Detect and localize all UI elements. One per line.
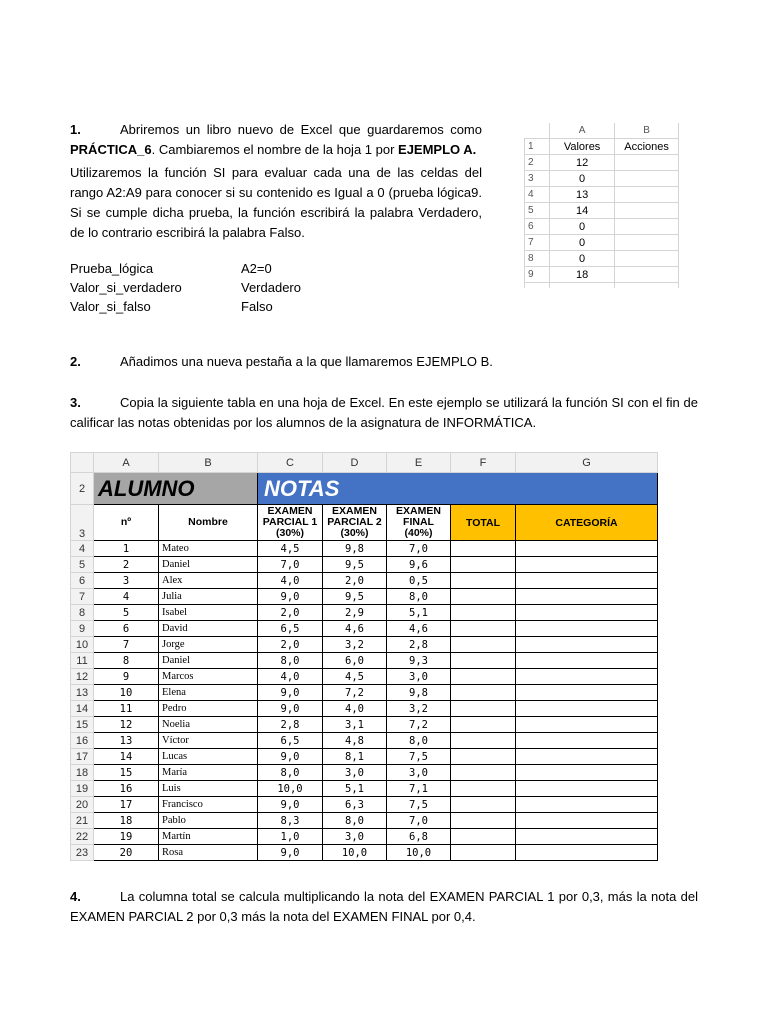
row-header: 2 [71, 473, 94, 505]
cell-valor[interactable]: 12 [549, 155, 614, 171]
arg-value: Falso [241, 299, 273, 314]
step4-paragraph [70, 887, 698, 927]
row-header: 5 [71, 557, 94, 573]
table-row [71, 573, 658, 589]
cell-parcial-1[interactable]: 6,5 [258, 621, 323, 637]
sheet-row [525, 171, 679, 187]
cell-categoria[interactable] [516, 589, 658, 605]
column-header-e: E [387, 453, 451, 473]
cell-parcial-1[interactable]: 4,5 [258, 541, 323, 557]
sheet-row [525, 155, 679, 171]
cell-num[interactable]: 2 [94, 557, 159, 573]
sheet-row [525, 267, 679, 283]
table-row [71, 685, 658, 701]
cell-valor[interactable]: 14 [549, 203, 614, 219]
cell-parcial-2[interactable]: 8,1 [323, 749, 387, 765]
cell-total[interactable] [451, 733, 516, 749]
cell-categoria[interactable] [516, 573, 658, 589]
row-header: 8 [71, 605, 94, 621]
cell-valor[interactable]: 13 [549, 187, 614, 203]
cell-parcial-2[interactable]: 6,3 [323, 797, 387, 813]
cell-accion[interactable]: Acciones [615, 139, 679, 155]
step1-bold-a: PRÁCTICA_6 [70, 142, 152, 157]
cell[interactable] [615, 283, 679, 289]
cell-accion[interactable] [615, 155, 679, 171]
cell-total[interactable] [451, 669, 516, 685]
header-categoria: CATEGORÍA [516, 505, 658, 541]
row-header: 22 [71, 829, 94, 845]
header-final [387, 505, 451, 541]
cell-parcial-2[interactable]: 4,6 [323, 621, 387, 637]
cell-categoria[interactable] [516, 605, 658, 621]
cell-parcial-2[interactable]: 3,2 [323, 637, 387, 653]
step1-text-a: Abriremos un libro nuevo de Excel que guardaremos como [120, 122, 482, 137]
cell-nombre[interactable]: Jorge [159, 637, 258, 653]
cell-total[interactable] [451, 797, 516, 813]
cell-parcial-1[interactable]: 8,0 [258, 765, 323, 781]
cell-accion[interactable] [615, 171, 679, 187]
step1-paragraph [70, 120, 482, 160]
cell-nombre[interactable]: Marcos [159, 669, 258, 685]
cell-num[interactable]: 4 [94, 589, 159, 605]
cell-parcial-1[interactable]: 9,0 [258, 749, 323, 765]
cell-parcial-1[interactable]: 4,0 [258, 573, 323, 589]
cell-nombre[interactable]: Alex [159, 573, 258, 589]
cell-num[interactable]: 20 [94, 845, 159, 861]
row-header: 16 [71, 733, 94, 749]
cell-nombre[interactable]: Isabel [159, 605, 258, 621]
cell-categoria[interactable] [516, 845, 658, 861]
header-line: PARCIAL 1 [262, 516, 318, 528]
cell-parcial-2[interactable]: 8,0 [323, 813, 387, 829]
cell-num[interactable]: 15 [94, 765, 159, 781]
cell-nombre[interactable]: Elena [159, 685, 258, 701]
arg-value: Verdadero [241, 280, 301, 295]
arg-row [70, 259, 370, 278]
cell-num[interactable]: 8 [94, 653, 159, 669]
example-a-sheet [524, 123, 679, 288]
cell-parcial-1[interactable]: 8,0 [258, 653, 323, 669]
cell-num[interactable]: 6 [94, 621, 159, 637]
cell-num[interactable]: 10 [94, 685, 159, 701]
cell-nombre[interactable]: Mateo [159, 541, 258, 557]
row-header: 13 [71, 685, 94, 701]
row-header: 7 [525, 235, 550, 251]
corner-cell [71, 453, 94, 473]
table-row [71, 797, 658, 813]
cell[interactable] [549, 283, 614, 289]
cell-final[interactable]: 7,5 [387, 797, 451, 813]
column-header-g: G [516, 453, 658, 473]
cell-categoria[interactable] [516, 557, 658, 573]
cell-num[interactable]: 3 [94, 573, 159, 589]
arg-row [70, 297, 370, 316]
cell-categoria[interactable] [516, 701, 658, 717]
cell-nombre[interactable]: Pedro [159, 701, 258, 717]
cell-final[interactable]: 7,0 [387, 541, 451, 557]
row-header: 5 [525, 203, 550, 219]
cell-total[interactable] [451, 557, 516, 573]
cell-final[interactable]: 3,2 [387, 701, 451, 717]
cell-final[interactable]: 3,0 [387, 669, 451, 685]
table-row [71, 557, 658, 573]
cell-parcial-2[interactable]: 3,0 [323, 765, 387, 781]
cell-total[interactable] [451, 637, 516, 653]
header-num: nº [94, 505, 159, 541]
cell-parcial-1[interactable]: 9,0 [258, 797, 323, 813]
cell-final[interactable]: 7,1 [387, 781, 451, 797]
column-header-b: B [615, 123, 679, 139]
cell-final[interactable]: 5,1 [387, 605, 451, 621]
header-line: PARCIAL 2 [327, 516, 382, 528]
cell-categoria[interactable] [516, 637, 658, 653]
table-row [71, 605, 658, 621]
row-header: 3 [71, 505, 94, 541]
header-total: TOTAL [451, 505, 516, 541]
sheet-row [525, 139, 679, 155]
arg-name: Valor_si_falso [70, 299, 151, 314]
cell-parcial-2[interactable]: 5,1 [323, 781, 387, 797]
column-header-a: A [549, 123, 614, 139]
cell-categoria[interactable] [516, 717, 658, 733]
cell-num[interactable]: 9 [94, 669, 159, 685]
cell-final[interactable]: 8,0 [387, 589, 451, 605]
row-header: 18 [71, 765, 94, 781]
cell-num[interactable]: 11 [94, 701, 159, 717]
row-header: 6 [71, 573, 94, 589]
cell-total[interactable] [451, 765, 516, 781]
cell-parcial-2[interactable]: 7,2 [323, 685, 387, 701]
example-b-sheet [70, 452, 658, 861]
row-header: 17 [71, 749, 94, 765]
cell-valor[interactable]: 0 [549, 251, 614, 267]
cell-parcial-1[interactable]: 9,0 [258, 589, 323, 605]
header-nombre: Nombre [159, 505, 258, 541]
row-header: 15 [71, 717, 94, 733]
cell-num[interactable]: 17 [94, 797, 159, 813]
row-header: 2 [525, 155, 550, 171]
cell-total[interactable] [451, 749, 516, 765]
step3-paragraph [70, 393, 698, 433]
table-row [71, 621, 658, 637]
table-row [71, 845, 658, 861]
table-row [71, 541, 658, 557]
cell-final[interactable]: 6,8 [387, 829, 451, 845]
cell-final[interactable]: 7,0 [387, 813, 451, 829]
cell-total[interactable] [451, 701, 516, 717]
row-header: 9 [71, 621, 94, 637]
cell-parcial-1[interactable]: 8,3 [258, 813, 323, 829]
cell-parcial-2[interactable]: 2,9 [323, 605, 387, 621]
cell-final[interactable]: 9,3 [387, 653, 451, 669]
cell-valor[interactable]: Valores [549, 139, 614, 155]
cell-valor[interactable]: 0 [549, 171, 614, 187]
table-row [71, 765, 658, 781]
cell-parcial-1[interactable]: 4,0 [258, 669, 323, 685]
cell-categoria[interactable] [516, 749, 658, 765]
row-header: 21 [71, 813, 94, 829]
row-header: 20 [71, 797, 94, 813]
cell-parcial-2[interactable]: 9,8 [323, 541, 387, 557]
cell-valor[interactable]: 0 [549, 235, 614, 251]
cell-parcial-2[interactable]: 3,1 [323, 717, 387, 733]
cell-num[interactable]: 7 [94, 637, 159, 653]
step1-number: 1. [70, 122, 81, 137]
column-header-a: A [94, 453, 159, 473]
header-line: FINAL [403, 516, 434, 528]
cell-categoria[interactable] [516, 797, 658, 813]
table-row [71, 829, 658, 845]
arg-row [70, 278, 370, 297]
cell-categoria[interactable] [516, 685, 658, 701]
table-row [71, 589, 658, 605]
step4-number: 4. [70, 889, 81, 904]
cell-parcial-2[interactable]: 4,5 [323, 669, 387, 685]
cell-parcial-1[interactable]: 2,0 [258, 637, 323, 653]
row-header: 10 [71, 637, 94, 653]
cell-num[interactable]: 12 [94, 717, 159, 733]
cell-accion[interactable] [615, 267, 679, 283]
step2-number: 2. [70, 354, 81, 369]
sheet-row [525, 235, 679, 251]
header-parcial-2 [323, 505, 387, 541]
step2-paragraph [70, 352, 698, 372]
cell-nombre[interactable]: Víctor [159, 733, 258, 749]
cell-total[interactable] [451, 573, 516, 589]
cell-categoria[interactable] [516, 829, 658, 845]
column-header-c: C [258, 453, 323, 473]
table-row [71, 813, 658, 829]
row-header: 23 [71, 845, 94, 861]
cell-accion[interactable] [615, 251, 679, 267]
step1-explanation: Utilizaremos la función SI para evaluar cada una de las celdas del rango A2:A9 para conocer si su contenido es Igual a 0 (prueba lógica9. Si se cumple dicha prueba, la función escribirá la palabra Verdadero, de lo contrario escribirá la palabra Falso. [70, 165, 482, 240]
cell-num[interactable]: 5 [94, 605, 159, 621]
cell-num[interactable]: 18 [94, 813, 159, 829]
cell-num[interactable]: 13 [94, 733, 159, 749]
row-header: 14 [71, 701, 94, 717]
cell-parcial-2[interactable]: 9,5 [323, 557, 387, 573]
sheet-row [525, 187, 679, 203]
step1-bold-b: EJEMPLO A. [398, 142, 477, 157]
row-header: 1 [525, 139, 550, 155]
grades-table [70, 452, 658, 861]
table-row [71, 653, 658, 669]
row-header: 9 [525, 267, 550, 283]
cell-total[interactable] [451, 829, 516, 845]
header-line: (30%) [340, 527, 369, 539]
cell-categoria[interactable] [516, 621, 658, 637]
cell-final[interactable]: 7,2 [387, 717, 451, 733]
header-parcial-1 [258, 505, 323, 541]
row-header: 8 [525, 251, 550, 267]
cell-nombre[interactable]: María [159, 765, 258, 781]
cell-total[interactable] [451, 605, 516, 621]
arg-name: Valor_si_verdadero [70, 280, 182, 295]
cell-nombre[interactable]: Daniel [159, 557, 258, 573]
table-row [71, 781, 658, 797]
cell-parcial-1[interactable]: 6,5 [258, 733, 323, 749]
cell-nombre[interactable]: Pablo [159, 813, 258, 829]
row-header: 7 [71, 589, 94, 605]
cell-parcial-2[interactable]: 2,0 [323, 573, 387, 589]
cell-total[interactable] [451, 781, 516, 797]
table-row [71, 701, 658, 717]
sheet-row-partial [525, 283, 679, 289]
cell-nombre[interactable]: Lucas [159, 749, 258, 765]
cell-total[interactable] [451, 653, 516, 669]
step3-text: Copia la siguiente tabla en una hoja de Excel. En este ejemplo se utilizará la función SI con el fin de calificar las notas obtenidas por los alumnos de la asignatura de INFORMÁTICA. [70, 395, 698, 430]
cell-nombre[interactable]: Daniel [159, 653, 258, 669]
cell-parcial-1[interactable]: 9,0 [258, 845, 323, 861]
cell-total[interactable] [451, 717, 516, 733]
row-header: 3 [525, 171, 550, 187]
cell-total[interactable] [451, 621, 516, 637]
cell-parcial-2[interactable]: 3,0 [323, 829, 387, 845]
header-line: (40%) [404, 527, 433, 539]
cell-parcial-1[interactable]: 2,8 [258, 717, 323, 733]
alumno-title: ALUMNO [94, 473, 258, 505]
cell-accion[interactable] [615, 235, 679, 251]
notas-title: NOTAS [258, 473, 658, 505]
example-a-table [524, 123, 679, 288]
step1-text-b: . Cambiaremos el nombre de la hoja 1 por [151, 142, 399, 157]
table-row [71, 733, 658, 749]
cell-parcial-2[interactable]: 9,5 [323, 589, 387, 605]
step3-number: 3. [70, 395, 81, 410]
sheet-row [525, 251, 679, 267]
table-row [71, 749, 658, 765]
step2-text: Añadimos una nueva pestaña a la que llamaremos EJEMPLO B. [120, 354, 493, 369]
cell-parcial-1[interactable]: 7,0 [258, 557, 323, 573]
cell-parcial-2[interactable]: 4,8 [323, 733, 387, 749]
header-line: EXAMEN [332, 505, 377, 517]
cell-categoria[interactable] [516, 781, 658, 797]
cell-parcial-2[interactable]: 6,0 [323, 653, 387, 669]
column-header-d: D [323, 453, 387, 473]
row-header: 11 [71, 653, 94, 669]
header-line: EXAMEN [267, 505, 313, 517]
column-header-f: F [451, 453, 516, 473]
column-header-b: B [159, 453, 258, 473]
cell-parcial-1[interactable]: 1,0 [258, 829, 323, 845]
cell-final[interactable]: 2,8 [387, 637, 451, 653]
cell-accion[interactable] [615, 187, 679, 203]
cell-categoria[interactable] [516, 765, 658, 781]
cell-categoria[interactable] [516, 669, 658, 685]
cell-parcial-1[interactable]: 9,0 [258, 701, 323, 717]
row-header: 4 [71, 541, 94, 557]
cell-final[interactable]: 0,5 [387, 573, 451, 589]
arg-value: A2=0 [241, 261, 272, 276]
row-header: 4 [525, 187, 550, 203]
cell-accion[interactable] [615, 203, 679, 219]
cell-final[interactable]: 9,8 [387, 685, 451, 701]
cell-nombre[interactable]: Francisco [159, 797, 258, 813]
cell-parcial-1[interactable]: 2,0 [258, 605, 323, 621]
cell-categoria[interactable] [516, 733, 658, 749]
header-line: EXAMEN [396, 505, 441, 517]
cell-nombre[interactable]: Julia [159, 589, 258, 605]
row-header: 12 [71, 669, 94, 685]
sheet-row [525, 203, 679, 219]
cell-categoria[interactable] [516, 813, 658, 829]
cell-nombre[interactable]: Martín [159, 829, 258, 845]
cell-final[interactable]: 8,0 [387, 733, 451, 749]
table-row [71, 637, 658, 653]
cell-nombre[interactable]: Noelia [159, 717, 258, 733]
cell-parcial-1[interactable]: 9,0 [258, 685, 323, 701]
cell-valor[interactable]: 0 [549, 219, 614, 235]
corner-cell [525, 123, 550, 139]
cell-accion[interactable] [615, 219, 679, 235]
cell-total[interactable] [451, 685, 516, 701]
cell-final[interactable]: 3,0 [387, 765, 451, 781]
row-header: 6 [525, 219, 550, 235]
cell-nombre[interactable]: David [159, 621, 258, 637]
row-header [525, 283, 550, 289]
cell-num[interactable]: 16 [94, 781, 159, 797]
arg-name: Prueba_lógica [70, 261, 154, 276]
cell-final[interactable]: 7,5 [387, 749, 451, 765]
cell-final[interactable]: 4,6 [387, 621, 451, 637]
function-arguments [70, 259, 370, 319]
cell-parcial-2[interactable]: 10,0 [323, 845, 387, 861]
cell-categoria[interactable] [516, 541, 658, 557]
table-row [71, 669, 658, 685]
sheet-row [525, 219, 679, 235]
cell-total[interactable] [451, 589, 516, 605]
cell-num[interactable]: 19 [94, 829, 159, 845]
step4-text: La columna total se calcula multiplicando la nota del EXAMEN PARCIAL 1 por 0,3, más la nota del EXAMEN PARCIAL 2 por 0,3 más la nota del EXAMEN FINAL por 0,4. [70, 889, 698, 924]
table-row [71, 717, 658, 733]
cell-num[interactable]: 14 [94, 749, 159, 765]
cell-total[interactable] [451, 813, 516, 829]
row-header: 19 [71, 781, 94, 797]
cell-valor[interactable]: 18 [549, 267, 614, 283]
cell-parcial-1[interactable]: 10,0 [258, 781, 323, 797]
cell-parcial-2[interactable]: 4,0 [323, 701, 387, 717]
cell-nombre[interactable]: Luis [159, 781, 258, 797]
cell-nombre[interactable]: Rosa [159, 845, 258, 861]
header-line: (30%) [275, 527, 304, 539]
cell-total[interactable] [451, 845, 516, 861]
cell-categoria[interactable] [516, 653, 658, 669]
cell-final[interactable]: 9,6 [387, 557, 451, 573]
cell-total[interactable] [451, 541, 516, 557]
cell-num[interactable]: 1 [94, 541, 159, 557]
cell-final[interactable]: 10,0 [387, 845, 451, 861]
